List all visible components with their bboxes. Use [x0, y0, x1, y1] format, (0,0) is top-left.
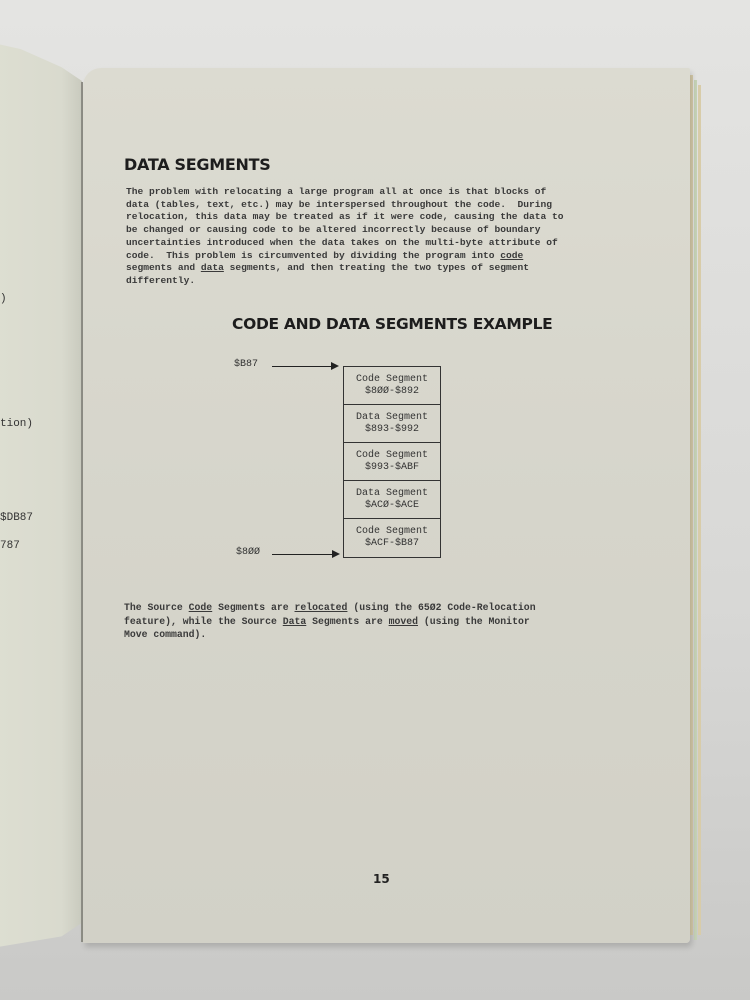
segment-box: Code Segment $8ØØ-$892 [344, 367, 440, 405]
underlined-code: code [500, 249, 524, 261]
segment-box: Data Segment $ACØ-$ACE [344, 481, 440, 519]
segment-box: Code Segment $993-$ABF [344, 443, 440, 481]
segment-box: Data Segment $893-$992 [344, 405, 440, 443]
top-arrow-icon [272, 366, 337, 367]
diagram-title: CODE AND DATA SEGMENTS EXAMPLE [232, 315, 553, 333]
left-page-fragment: $DB87 [0, 512, 34, 524]
bottom-address-label: $8ØØ [236, 547, 261, 558]
segment-stack [343, 366, 441, 558]
page-number: 15 [373, 872, 390, 886]
left-page-fragment: ) [0, 293, 7, 305]
bottom-arrow-icon [272, 554, 338, 555]
intro-paragraph: The problem with relocating a large program all at once is that blocks of data (tables, text, etc.) may be interspersed throughout the code. During relocation, this data may be treated as if it were code, causing the data to be changed or causing code to be altered incorrectly because of boundary uncertainties introduced when the data takes on the multi-byte attribute of code. This problem is circumvented by dividing the program into code segments and data segments, and then treating the two types of segment differently. [126, 186, 564, 286]
underlined-data: data [200, 262, 224, 274]
page-edge [698, 85, 701, 935]
left-page-fragment: tion) [0, 418, 34, 430]
page-edge [690, 75, 693, 935]
closing-paragraph: The Source Code Segments are relocated (using the 65Ø2 Code-Relocation feature), while the Source Data Segments are moved (using the Monitor Move command). [124, 602, 536, 640]
top-address-label: $B87 [234, 359, 259, 370]
segment-box: Code Segment $ACF-$B87 [355, 526, 428, 549]
section-heading: DATA SEGMENTS [124, 155, 271, 174]
left-page [0, 40, 82, 950]
left-page-fragment: 787 [0, 540, 20, 552]
page-edge [694, 80, 697, 940]
